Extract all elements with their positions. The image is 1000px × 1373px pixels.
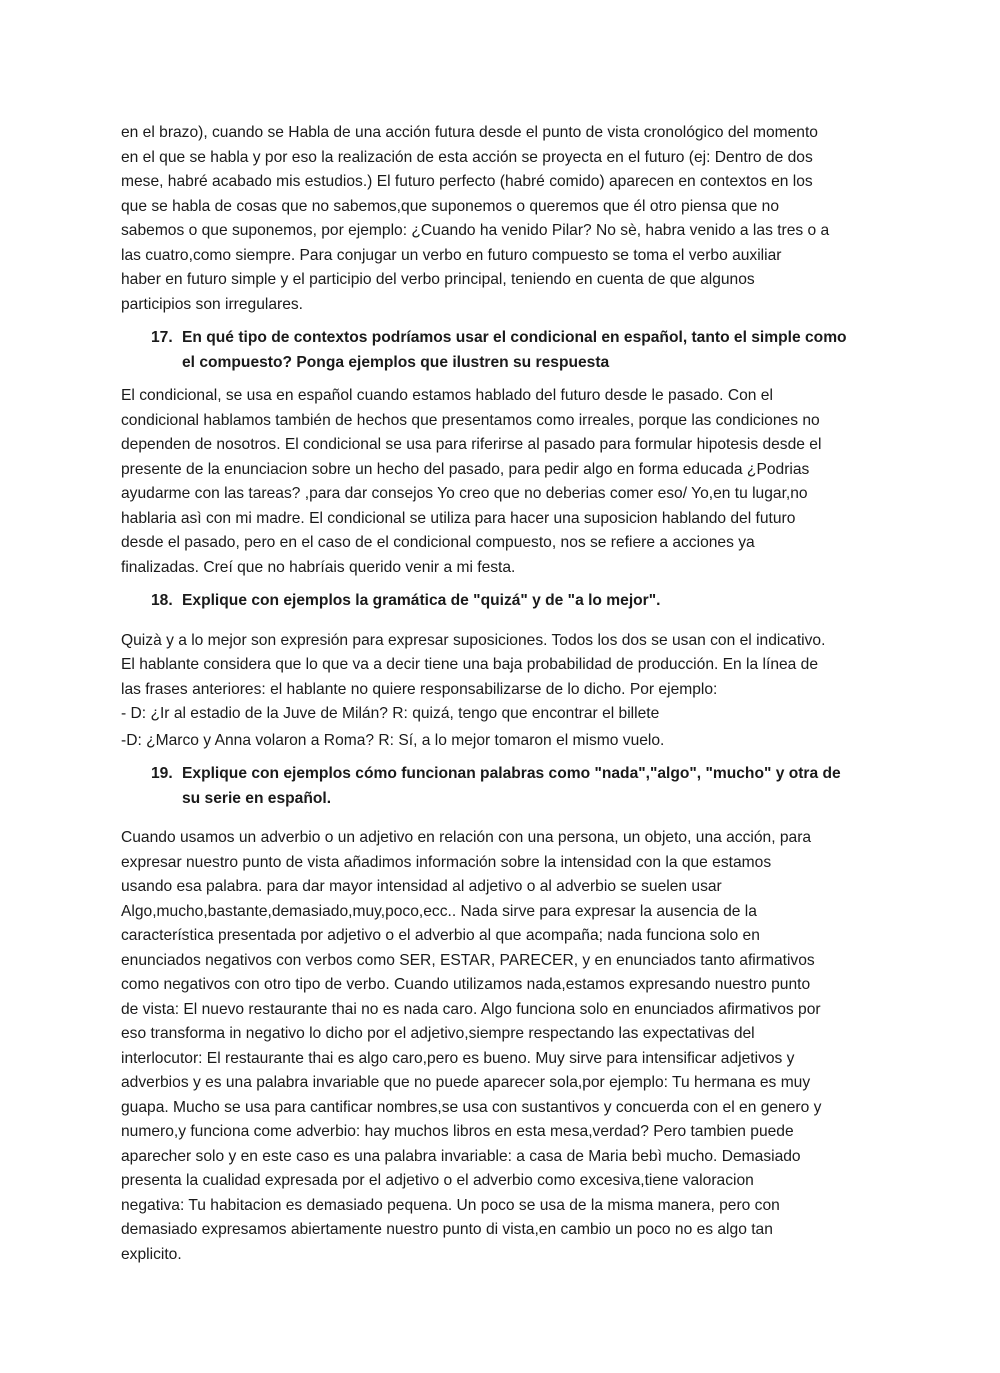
question-19	[151, 762, 881, 811]
paragraph-condicional: El condicional, se usa en español cuando estamos hablado del futuro desde le pasado. Con el condicional hablamos también de hechos que presentamos como irreales, porque las condiciones no dependen de nosotros. El condicional se usa para riferirse al pasado para formular hipotesis desde el presente de la enunciacion sobre un hecho del pasado, para pedir algo en forma educada ¿Podrias ayudarme con las tareas? ,para dar consejos Yo creo que no deberias comer eso/ Yo,en tu lugar,no hablaria asì con mi madre. El condicional se utiliza para hacer una suposicion hablando del futuro desde el pasado, pero en el caso de el condicional compuesto, nos se refiere a acciones ya finalizadas. Creí que no habríais querido venir a mi festa.	[121, 387, 822, 576]
paragraph-futuro-perfecto: en el brazo), cuando se Habla de una acción futura desde el punto de vista cronológico del momento en el que se habla y por eso la realización de esta acción se proyecta en el futuro (ej: Dentro de dos mese, habré acabado mis estudios.) El futuro perfecto (habré comido) aparecen en contextos en los que se habla de cosas que no sabemos,que suponemos o queremos que él otro piensa que no sabemos o que suponemos, por ejemplo: ¿Cuando ha venido Pilar? No sè, habra venido a las tres o a las cuatro,como siempre. Para conjugar un verbo en futuro compuesto se toma el verbo auxiliar haber en futuro simple y el participio del verbo principal, teniendo en cuenta de que algunos participios son irregulares.	[121, 124, 830, 313]
question-18	[151, 589, 881, 614]
question-number: 18.	[151, 592, 173, 609]
paragraph-quiza: Quizà y a lo mejor son expresión para expresar suposiciones. Todos los dos se usan con el indicativo. El hablante considera que lo que va a decir tiene una baja probabilidad de producción. En la línea de las frases anteriores: el hablante no quiere responsabilizarse de lo dicho. Por ejemplo:	[121, 631, 826, 698]
paragraph-nada-algo-mucho: Cuando usamos un adverbio o un adjetivo en relación con una persona, un objeto, una acción, para expresar nuestro punto de vista añadimos información sobre la intensidad con la que estamos usando esa palabra. para dar mayor intensidad al adjetivo o al adverbio se suelen usar Algo,mucho,bastante,demasiado,muy,poco,ecc.. Nada sirve para expresar la ausencia de la característica presentada por adjetivo o el adverbio al que acompaña; nada funciona solo en enunciados negativos con verbos como SER, ESTAR, PARECER, y en enunciados tanto afirmativos como negativos con otro tipo de verbo. Cuando utilizamos nada,estamos expresando nuestro punto de vista: El nuevo restaurante thai no es nada caro. Algo funciona solo en enunciados afirmativos por eso transforma in negativo lo dicho por el adjetivo,siempre respectando las expectativas del interlocutor: El restaurante thai es algo caro,pero es bueno. Muy sirve para intensificar adjetivos y adverbios y es una palabra invariable que no puede aparecer sola,por ejemplo: Tu hermana es muy guapa. Mucho se usa para cantificar nombres,se usa con sustantivos y concuerda con el en genero y numero,y funciona come adverbio: hay muchos libros en esta mesa,verdad? Pero tambien puede aparecher solo y en este caso es una palabra invariable: a casa de Maria bebì mucho. Demasiado presenta la cualidad expresada por el adjetivo o el adverbio como excesiva,tiene valoracion negativa: Tu habitacion es demasiado pequena. Un poco se usa de la misma manera, pero con demasiado expresamos abiertamente nuestro punto di vista,en cambio un poco no es algo tan explicito.	[121, 829, 822, 1263]
question-text: Explique con ejemplos la gramática de "quizá" y de "a lo mejor".	[182, 592, 661, 609]
document-body	[121, 121, 881, 1267]
question-number: 17.	[151, 329, 173, 346]
question-17	[151, 326, 881, 375]
example-line-2: -D: ¿Marco y Anna volaron a Roma? R: Sí, a lo mejor tomaron el mismo vuelo.	[121, 731, 665, 749]
question-number: 19.	[151, 765, 173, 782]
question-text: En qué tipo de contextos podríamos usar el condicional en español, tanto el simple como el compuesto? Ponga ejemplos que ilustren su respuesta	[182, 329, 847, 371]
example-line-1: - D: ¿Ir al estadio de la Juve de Milán? R: quizá, tengo que encontrar el billete	[121, 705, 660, 722]
question-text: Explique con ejemplos cómo funcionan palabras como "nada","algo", "mucho" y otra de su serie en español.	[182, 765, 841, 807]
